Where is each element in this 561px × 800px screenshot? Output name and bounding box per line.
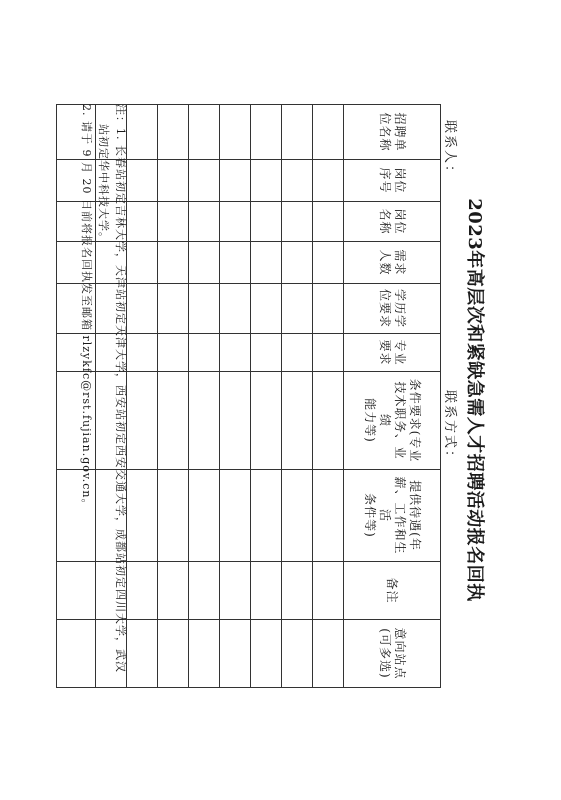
header-cell-benefits: 提供待遇(年 薪、工作和生活 条件等) bbox=[344, 470, 441, 562]
header-cell-degree: 学历学 位要求 bbox=[344, 284, 441, 334]
header-cell-requirements: 条件要求(专业 技术职务、业绩 能力等) bbox=[344, 372, 441, 470]
note-line-1: 注：1. 长春站初定吉林大学，天津站初定天津大学，西安站初定西安交通大学，成都站初定四川大学，武汉 bbox=[114, 104, 127, 673]
table-row bbox=[189, 105, 220, 688]
form-title: 2023年高层次和紧缺急需人才招聘活动报名回执 bbox=[464, 198, 485, 602]
footnotes bbox=[78, 104, 129, 694]
header-cell-remarks: 备注 bbox=[344, 562, 441, 620]
table-row bbox=[220, 105, 251, 688]
header-cell-headcount: 需求 人数 bbox=[344, 242, 441, 284]
header-cell-major: 专业 要求 bbox=[344, 334, 441, 372]
note-line-2: 2. 请于 9 月 20 日前将报名回执发至邮箱 rlzykfc@rst.fujian.gov.cn。 bbox=[80, 104, 93, 511]
contact-person-label: 联系人： bbox=[442, 120, 457, 181]
header-cell-employer: 招聘单 位名称 bbox=[344, 105, 441, 160]
contact-method-label: 联系方式： bbox=[442, 390, 457, 466]
table-row bbox=[251, 105, 282, 688]
table-row bbox=[158, 105, 189, 688]
note-line-1-continued: 站初定华中科技大学。 bbox=[97, 124, 110, 244]
table-row bbox=[282, 105, 313, 688]
header-cell-position-no: 岗位 序号 bbox=[344, 160, 441, 202]
header-cell-site: 意向站点 (可多选) bbox=[344, 620, 441, 688]
table-header-row bbox=[344, 105, 441, 688]
table-row bbox=[313, 105, 344, 688]
header-cell-position-name: 岗位 名称 bbox=[344, 202, 441, 242]
table-row bbox=[127, 105, 158, 688]
